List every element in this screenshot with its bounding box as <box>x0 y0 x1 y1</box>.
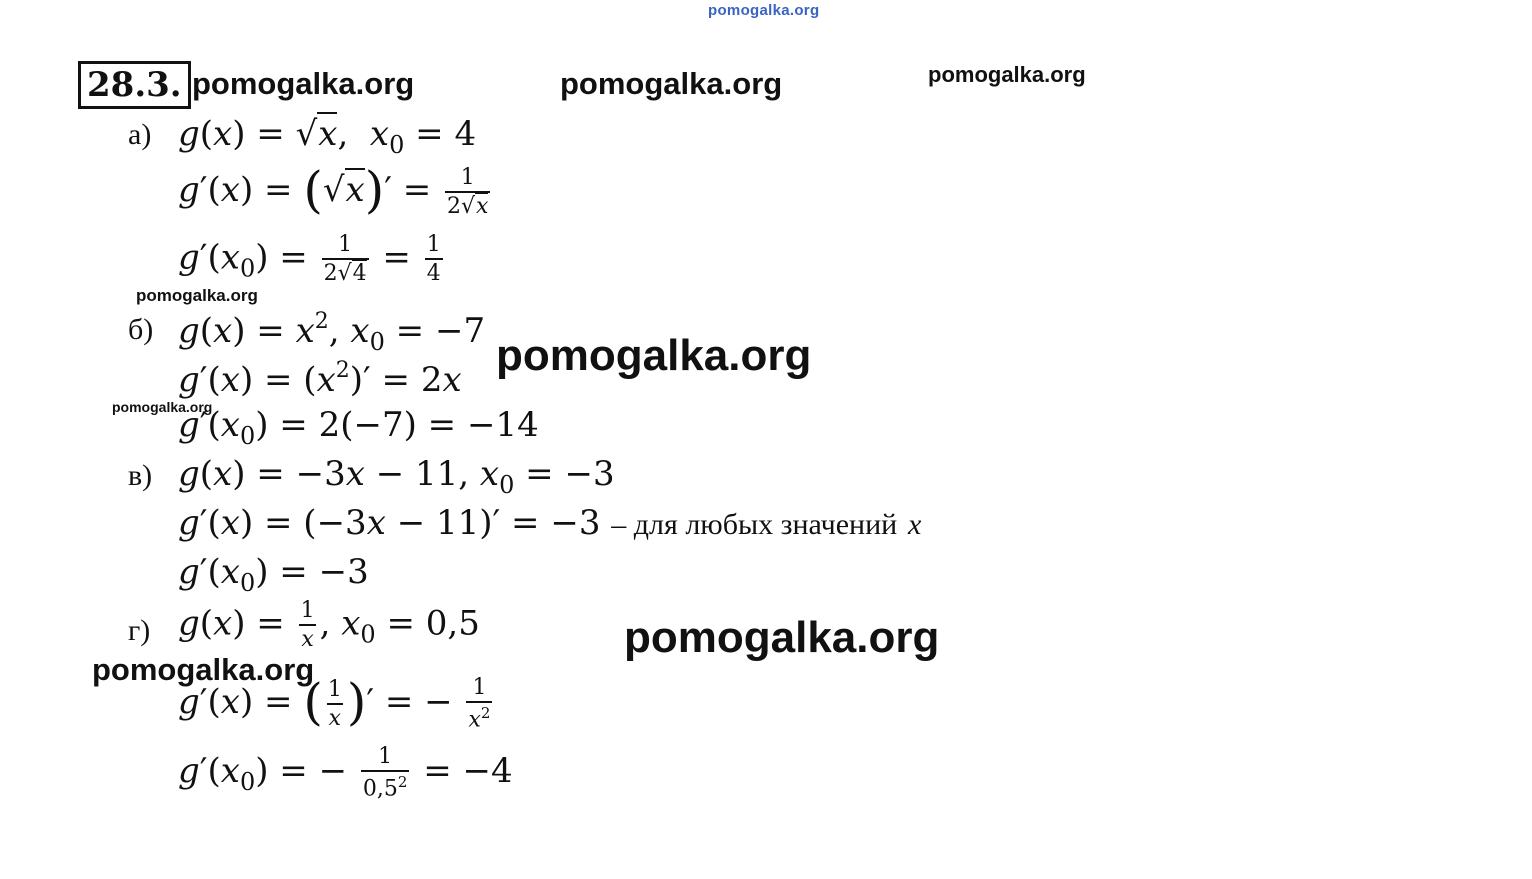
watermark: pomogalka.org <box>112 399 213 415</box>
part-b-label: б) <box>128 313 154 346</box>
part-b-line3: $g'(x_0) = 2(-7) = -14$ <box>178 405 539 450</box>
part-b-line1: $g(x) = x^2$, $x_0 = -7$ <box>178 309 486 356</box>
watermark: pomogalka.org <box>192 66 415 101</box>
part-a-label: а) <box>128 118 152 151</box>
part-v-line1: g(x) = −3x − 11, $x_0 = -3$ <box>178 454 615 499</box>
watermark: pomogalka.org <box>496 331 812 380</box>
part-v-note: – для любых значений <box>611 508 898 541</box>
part-a-line1: g(x) = √x, $x_0 = 4$ <box>178 114 477 159</box>
watermark: pomogalka.org <box>92 652 315 687</box>
watermark-top: pomogalka.org <box>708 2 820 19</box>
part-v-line2: g′(x) = (−3x − 11)′ = −3 – для любых значений x <box>178 503 922 543</box>
part-b-line2: $g'(x) = (x^2)' = 2x$ <box>178 358 462 400</box>
part-a-line2: g′(x) = (√x)′ = $\frac{1}{2√x}$ <box>178 161 489 219</box>
watermark: pomogalka.org <box>624 613 940 662</box>
part-g-line1: g(x) = $\frac{1}{x}$ , $x_0 = 0,5$ <box>178 598 480 652</box>
part-g-label: г) <box>128 614 151 647</box>
problem-number: 28.3. <box>78 61 191 109</box>
part-a-line3: $g'(x_0)$ = $\frac{1}{2√4}$ = $\frac{1}{4}$ <box>178 232 441 286</box>
watermark: pomogalka.org <box>560 66 783 101</box>
part-v-label: в) <box>128 459 153 492</box>
part-v-note-var: x <box>908 508 922 541</box>
part-v-line3: $g'(x_0) = -3$ <box>178 552 369 597</box>
watermark: pomogalka.org <box>928 62 1086 87</box>
part-g-line2: g′(x) = ( $\frac{1}{x}$ )′ = − $\frac{1}{x^2}$ <box>178 673 491 733</box>
watermark: pomogalka.org <box>136 286 258 305</box>
part-g-line3: $g'(x_0)$ = − $\frac{1}{0,5^2}$ = −4 <box>178 744 513 802</box>
